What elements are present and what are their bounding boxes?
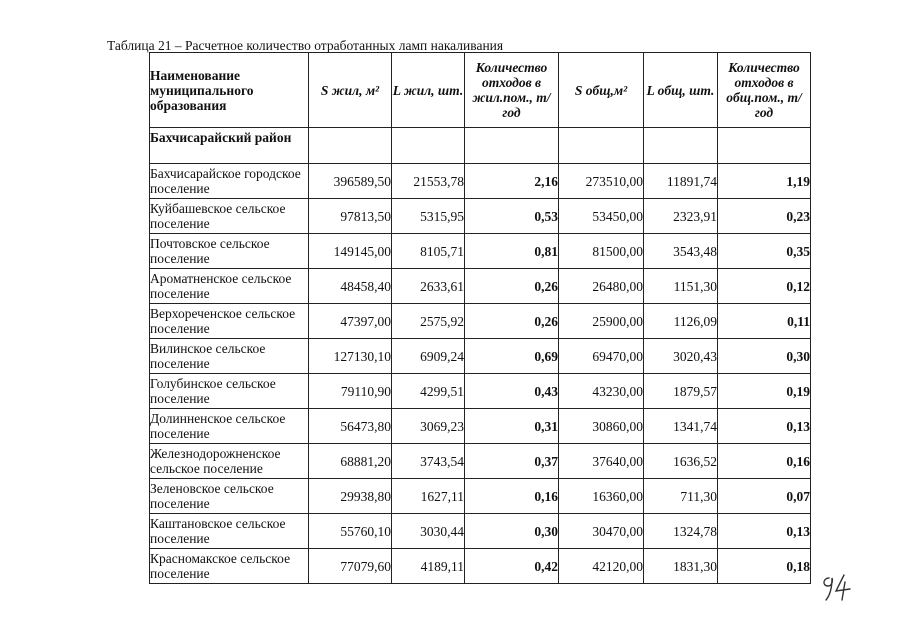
cell-s-zhil: 149145,00: [309, 234, 392, 269]
header-name: Наименование муниципального образования: [150, 53, 309, 128]
cell-q-zhil: 0,42: [465, 549, 559, 584]
cell-q-obsh: 0,19: [718, 374, 811, 409]
cell-l-zhil: 3069,23: [392, 409, 465, 444]
cell-q-obsh: 0,13: [718, 514, 811, 549]
cell-name: Ароматненское сельское поселение: [150, 269, 309, 304]
cell-l-obsh: 3020,43: [644, 339, 718, 374]
cell-q-zhil: 0,69: [465, 339, 559, 374]
cell-name: Куйбашевское сельское поселение: [150, 199, 309, 234]
cell-s-zhil: 396589,50: [309, 164, 392, 199]
cell-l-obsh: 1324,78: [644, 514, 718, 549]
cell-s-obsh: 26480,00: [559, 269, 644, 304]
cell-l-zhil: 4299,51: [392, 374, 465, 409]
cell-q-zhil: 2,16: [465, 164, 559, 199]
cell-name: Железнодорожненское сельское поселение: [150, 444, 309, 479]
cell-name: Голубинское сельское поселение: [150, 374, 309, 409]
cell-s-zhil: 56473,80: [309, 409, 392, 444]
cell-l-obsh: 1341,74: [644, 409, 718, 444]
cell-q-obsh: 0,18: [718, 549, 811, 584]
cell-s-obsh: 37640,00: [559, 444, 644, 479]
cell-q-zhil: 0,26: [465, 269, 559, 304]
header-s-zhil: S жил, м²: [309, 53, 392, 128]
cell-q-obsh: 0,13: [718, 409, 811, 444]
table-caption: Таблица 21 – Расчетное количество отработанных ламп накаливания: [107, 38, 504, 53]
page-number-handwritten: [820, 572, 854, 602]
cell-q-obsh: 0,23: [718, 199, 811, 234]
cell-name: Красномакское сельское поселение: [150, 549, 309, 584]
cell-l-obsh: 1636,52: [644, 444, 718, 479]
header-q-obsh: Количество отходов в общ.пом., т/год: [718, 53, 811, 128]
table-row: [150, 374, 811, 409]
cell-l-obsh: 711,30: [644, 479, 718, 514]
header-l-zhil: L жил, шт.: [392, 53, 465, 128]
cell-l-zhil: 3030,44: [392, 514, 465, 549]
cell-name: Верхореченское сельское поселение: [150, 304, 309, 339]
cell-s-zhil: 48458,40: [309, 269, 392, 304]
cell-l-obsh: 1151,30: [644, 269, 718, 304]
cell-l-zhil: 4189,11: [392, 549, 465, 584]
table-row: [150, 409, 811, 444]
cell-q-zhil: 0,16: [465, 479, 559, 514]
cell-s-obsh: 16360,00: [559, 479, 644, 514]
cell-l-obsh: 1126,09: [644, 304, 718, 339]
cell-s-obsh: 30470,00: [559, 514, 644, 549]
cell-s-zhil: 47397,00: [309, 304, 392, 339]
cell-q-obsh: 0,11: [718, 304, 811, 339]
header-q-zhil: Количество отходов в жил.пом., т/год: [465, 53, 559, 128]
cell-name: Зеленовское сельское поселение: [150, 479, 309, 514]
cell-q-zhil: 0,26: [465, 304, 559, 339]
cell-l-zhil: 2633,61: [392, 269, 465, 304]
cell-s-zhil: 55760,10: [309, 514, 392, 549]
table-row: [150, 199, 811, 234]
cell-s-zhil: 77079,60: [309, 549, 392, 584]
cell-q-zhil: 0,37: [465, 444, 559, 479]
cell-name: Каштановское сельское поселение: [150, 514, 309, 549]
cell-q-obsh: 1,19: [718, 164, 811, 199]
cell-name: Вилинское сельское поселение: [150, 339, 309, 374]
cell-l-obsh: 1831,30: [644, 549, 718, 584]
cell-l-zhil: 5315,95: [392, 199, 465, 234]
cell-s-zhil: 97813,50: [309, 199, 392, 234]
cell-s-obsh: 69470,00: [559, 339, 644, 374]
header-l-obsh: L общ, шт.: [644, 53, 718, 128]
cell-l-zhil: 2575,92: [392, 304, 465, 339]
district-row: [150, 128, 811, 164]
cell-q-obsh: 0,07: [718, 479, 811, 514]
cell-name: Бахчисарайское городское поселение: [150, 164, 309, 199]
cell-l-obsh: 2323,91: [644, 199, 718, 234]
district-name: Бахчисарайский район: [150, 128, 309, 164]
cell-q-zhil: 0,53: [465, 199, 559, 234]
table-row: [150, 304, 811, 339]
table-row: [150, 444, 811, 479]
cell-s-obsh: 53450,00: [559, 199, 644, 234]
cell-s-obsh: 273510,00: [559, 164, 644, 199]
cell-s-obsh: 43230,00: [559, 374, 644, 409]
cell-l-zhil: 6909,24: [392, 339, 465, 374]
cell-q-zhil: 0,31: [465, 409, 559, 444]
cell-s-zhil: 68881,20: [309, 444, 392, 479]
cell-l-zhil: 8105,71: [392, 234, 465, 269]
cell-l-zhil: 3743,54: [392, 444, 465, 479]
cell-s-zhil: 29938,80: [309, 479, 392, 514]
table-row: [150, 514, 811, 549]
cell-l-zhil: 1627,11: [392, 479, 465, 514]
cell-l-zhil: 21553,78: [392, 164, 465, 199]
cell-q-zhil: 0,43: [465, 374, 559, 409]
header-row: [150, 53, 811, 128]
cell-q-zhil: 0,30: [465, 514, 559, 549]
cell-q-zhil: 0,81: [465, 234, 559, 269]
table-row: [150, 164, 811, 199]
cell-s-obsh: 25900,00: [559, 304, 644, 339]
table-row: [150, 269, 811, 304]
table-row: [150, 479, 811, 514]
cell-q-obsh: 0,30: [718, 339, 811, 374]
table-row: [150, 234, 811, 269]
cell-name: Долинненское сельское поселение: [150, 409, 309, 444]
cell-q-obsh: 0,35: [718, 234, 811, 269]
cell-name: Почтовское сельское поселение: [150, 234, 309, 269]
header-s-obsh: S общ,м²: [559, 53, 644, 128]
cell-q-obsh: 0,12: [718, 269, 811, 304]
cell-s-obsh: 42120,00: [559, 549, 644, 584]
table-row: [150, 549, 811, 584]
cell-s-zhil: 127130,10: [309, 339, 392, 374]
cell-s-zhil: 79110,90: [309, 374, 392, 409]
cell-s-obsh: 30860,00: [559, 409, 644, 444]
cell-l-obsh: 1879,57: [644, 374, 718, 409]
lamp-waste-table: [149, 52, 811, 584]
cell-l-obsh: 3543,48: [644, 234, 718, 269]
table-row: [150, 339, 811, 374]
cell-l-obsh: 11891,74: [644, 164, 718, 199]
cell-q-obsh: 0,16: [718, 444, 811, 479]
cell-s-obsh: 81500,00: [559, 234, 644, 269]
